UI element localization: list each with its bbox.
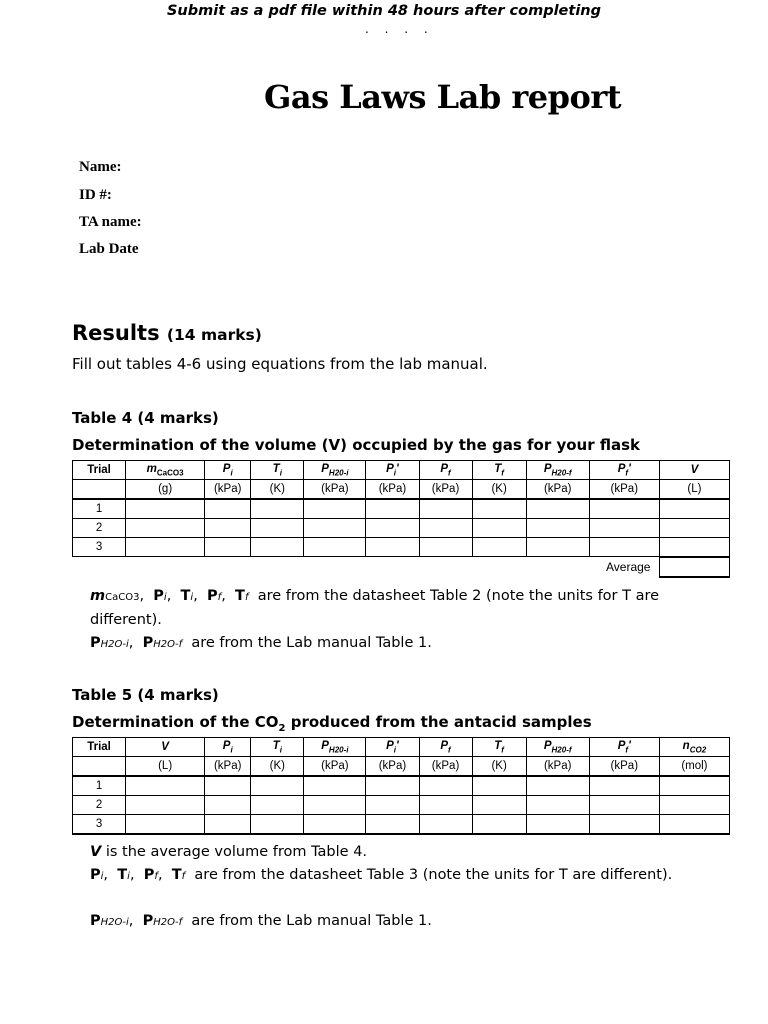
table4-header-pi: $P_i$ <box>205 461 251 480</box>
input-cell[interactable] <box>366 538 419 557</box>
input-cell[interactable] <box>126 538 205 557</box>
table5-unit: (K) <box>251 757 304 777</box>
table5-unit: (kPa) <box>419 757 472 777</box>
table4-units-row <box>73 480 730 500</box>
table4-unit: (K) <box>251 480 304 500</box>
table4-header-v: V <box>659 461 729 480</box>
input-cell[interactable] <box>251 776 304 796</box>
input-cell[interactable] <box>419 538 472 557</box>
input-cell[interactable] <box>126 815 205 835</box>
input-cell[interactable] <box>366 815 419 835</box>
table4-note-1: mCaCO3, Pi, Ti, Pf, Tf are from the datasheet Table 2 (note the units for T are different). <box>90 588 660 628</box>
input-cell[interactable] <box>205 796 251 815</box>
table5-unit: (kPa) <box>526 757 589 777</box>
table5-unit: (kPa) <box>589 757 659 777</box>
input-cell[interactable] <box>526 815 589 835</box>
table4-header-pf-prime: $P_f'$ <box>589 461 659 480</box>
submission-note: Submit as a pdf file within 48 hours after completing <box>166 3 602 19</box>
input-cell[interactable] <box>205 499 251 519</box>
trial-number: 2 <box>73 519 126 538</box>
input-cell[interactable] <box>589 796 659 815</box>
input-cell[interactable] <box>526 538 589 557</box>
table4-unit: (kPa) <box>366 480 419 500</box>
input-cell[interactable] <box>589 776 659 796</box>
table-row <box>73 815 730 835</box>
table5-header-pf: $P_f$ <box>419 738 472 757</box>
input-cell[interactable] <box>126 499 205 519</box>
table5-header-tf: $T_f$ <box>472 738 526 757</box>
input-cell[interactable] <box>205 815 251 835</box>
input-cell[interactable] <box>251 815 304 835</box>
id-field-label: ID #: <box>79 187 112 203</box>
table4-header-row <box>73 461 730 480</box>
table5-caption: Determination of the $CO_2$ produced from the antacid samples <box>72 713 592 734</box>
table4-unit: (kPa) <box>526 480 589 500</box>
table5-header-ph2o-i: $P_{H20-i}$ <box>304 738 366 757</box>
input-cell[interactable] <box>589 538 659 557</box>
table5-units-row <box>73 757 730 777</box>
table-row <box>73 776 730 796</box>
input-cell[interactable] <box>251 519 304 538</box>
input-cell[interactable] <box>589 499 659 519</box>
table5-header-pi-prime: $P_i'$ <box>366 738 419 757</box>
table5-unit: (K) <box>472 757 526 777</box>
table5-header-trial: Trial <box>73 738 126 757</box>
input-cell[interactable] <box>419 499 472 519</box>
input-cell[interactable] <box>251 796 304 815</box>
input-cell[interactable] <box>304 519 366 538</box>
input-cell[interactable] <box>659 538 729 557</box>
table4-header-trial: Trial <box>73 461 126 480</box>
input-cell[interactable] <box>472 519 526 538</box>
table5-header-pi: $P_i$ <box>205 738 251 757</box>
input-cell[interactable] <box>366 796 419 815</box>
input-cell[interactable] <box>126 776 205 796</box>
input-cell[interactable] <box>472 776 526 796</box>
table4-unit: (g) <box>126 480 205 500</box>
input-cell[interactable] <box>472 538 526 557</box>
table4-unit: (kPa) <box>589 480 659 500</box>
input-cell[interactable] <box>659 776 729 796</box>
table5-header-nco2: $n_{CO2}$ <box>659 738 729 757</box>
table4-unit: (kPa) <box>205 480 251 500</box>
table4-unit <box>73 480 126 500</box>
table-row <box>73 519 730 538</box>
input-cell[interactable] <box>304 538 366 557</box>
table4-header-mass: $m_{CaCO3}$ <box>126 461 205 480</box>
input-cell[interactable] <box>251 499 304 519</box>
table5-header-row <box>73 738 730 757</box>
table-row <box>73 499 730 519</box>
input-cell[interactable] <box>419 815 472 835</box>
input-cell[interactable] <box>304 815 366 835</box>
input-cell[interactable] <box>304 796 366 815</box>
table4-note-2: PH2O-i, PH2O-f are from the Lab manual Table 1. <box>90 635 432 651</box>
trial-number: 2 <box>73 796 126 815</box>
input-cell[interactable] <box>419 776 472 796</box>
table4-unit: (K) <box>472 480 526 500</box>
table4-header-pf: $P_f$ <box>419 461 472 480</box>
input-cell[interactable] <box>205 519 251 538</box>
page-title: Gas Laws Lab report <box>264 78 621 116</box>
table5-header-ti: $T_i$ <box>251 738 304 757</box>
table5-unit: (kPa) <box>304 757 366 777</box>
input-cell[interactable] <box>126 796 205 815</box>
input-cell[interactable] <box>472 815 526 835</box>
results-instructions: Fill out tables 4-6 using equations from the lab manual. <box>72 355 488 373</box>
results-heading <box>72 321 262 345</box>
table5-note-2: Pi, Ti, Pf, Tf are from the datasheet Table 3 (note the units for T are different). <box>90 867 673 883</box>
results-title: Results <box>72 321 160 345</box>
results-marks: (14 marks) <box>166 326 262 344</box>
table4-label: Table 4 (4 marks) <box>72 409 219 427</box>
table-row <box>73 538 730 557</box>
input-cell[interactable] <box>419 796 472 815</box>
table5-unit <box>73 757 126 777</box>
table4-unit: (kPa) <box>419 480 472 500</box>
table5-header-ph2o-f: $P_{H20-f}$ <box>526 738 589 757</box>
average-volume-cell[interactable] <box>659 557 730 578</box>
trial-number: 3 <box>73 538 126 557</box>
input-cell[interactable] <box>526 499 589 519</box>
table5-note-3: PH2O-i, PH2O-f are from the Lab manual Table 1. <box>90 913 432 929</box>
input-cell[interactable] <box>589 815 659 835</box>
table5-header-pf-prime: $P_f'$ <box>589 738 659 757</box>
table5-label: Table 5 (4 marks) <box>72 686 219 704</box>
input-cell[interactable] <box>659 815 729 835</box>
average-label: Average <box>606 560 651 574</box>
input-cell[interactable] <box>526 776 589 796</box>
input-cell[interactable] <box>589 519 659 538</box>
trial-number: 3 <box>73 815 126 835</box>
input-cell[interactable] <box>251 538 304 557</box>
table4-header-ti: $T_i$ <box>251 461 304 480</box>
ta-name-field-label: TA name: <box>79 214 142 230</box>
trial-number: 1 <box>73 776 126 796</box>
table4-unit: (L) <box>659 480 729 500</box>
input-cell[interactable] <box>366 519 419 538</box>
table5-header-v: V <box>126 738 205 757</box>
table4 <box>72 460 730 557</box>
input-cell[interactable] <box>526 796 589 815</box>
table4-header-ph2o-f: $P_{H20-f}$ <box>526 461 589 480</box>
input-cell[interactable] <box>419 519 472 538</box>
input-cell[interactable] <box>659 499 729 519</box>
input-cell[interactable] <box>126 519 205 538</box>
input-cell[interactable] <box>366 776 419 796</box>
input-cell[interactable] <box>526 519 589 538</box>
input-cell[interactable] <box>659 519 729 538</box>
table4-header-pi-prime: $P_i'$ <box>366 461 419 480</box>
table5-unit: (L) <box>126 757 205 777</box>
table5-unit: (kPa) <box>366 757 419 777</box>
table5-unit: (kPa) <box>205 757 251 777</box>
input-cell[interactable] <box>205 538 251 557</box>
table5-unit: (mol) <box>659 757 729 777</box>
table5 <box>72 737 730 835</box>
input-cell[interactable] <box>366 499 419 519</box>
cut-off-text: . . . . <box>365 22 434 36</box>
input-cell[interactable] <box>205 776 251 796</box>
input-cell[interactable] <box>304 499 366 519</box>
table5-note-1: V is the average volume from Table 4. <box>90 844 368 860</box>
table-row <box>73 796 730 815</box>
input-cell[interactable] <box>472 499 526 519</box>
input-cell[interactable] <box>304 776 366 796</box>
table4-caption: Determination of the volume (V) occupied by the gas for your flask <box>72 436 640 454</box>
input-cell[interactable] <box>659 796 729 815</box>
table4-header-tf: $T_f$ <box>472 461 526 480</box>
table4-unit: (kPa) <box>304 480 366 500</box>
lab-date-field-label: Lab Date <box>79 241 139 257</box>
name-field-label: Name: <box>79 159 122 175</box>
table4-header-ph2o-i: $P_{H20-i}$ <box>304 461 366 480</box>
trial-number: 1 <box>73 499 126 519</box>
input-cell[interactable] <box>472 796 526 815</box>
